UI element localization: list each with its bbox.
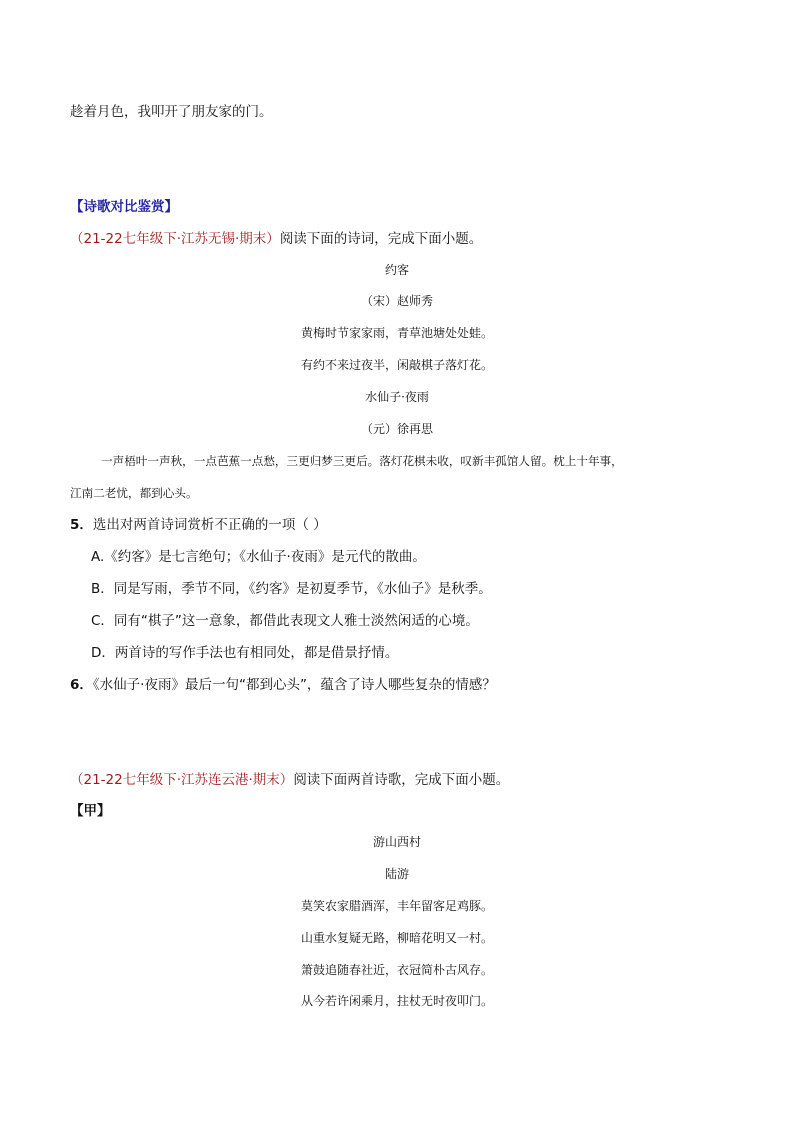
question-5 bbox=[70, 515, 327, 535]
poem-line: 黄梅时节家家雨，青草池塘处处蛙。 bbox=[300, 326, 493, 340]
option-a: A.《约客》是七言绝句；《水仙子·夜雨》是元代的散曲。 bbox=[91, 549, 426, 565]
section-heading: 【诗歌对比鉴赏】 bbox=[70, 199, 178, 215]
poem-line: 山重水复疑无路，柳暗花明又一村。 bbox=[300, 931, 493, 945]
source-label: （21-22七年级下·江苏无锡·期末） bbox=[70, 231, 280, 247]
poem-line: 有约不来过夜半，闲敲棋子落灯花。 bbox=[300, 358, 493, 372]
question-stem: 《水仙子·夜雨》最后一句“都到心头”，蕴含了诗人哪些复杂的情感？ bbox=[92, 677, 496, 693]
poem-author: （宋）赵师秀 bbox=[360, 294, 433, 308]
question-6 bbox=[70, 675, 496, 695]
poem-title: 约客 bbox=[384, 263, 409, 277]
poem-title: 水仙子·夜雨 bbox=[365, 390, 429, 404]
poem-author: 陆游 bbox=[384, 867, 409, 881]
instruction-text: 阅读下面两首诗歌，完成下面小题。 bbox=[293, 772, 510, 788]
option-d: D．两首诗的写作手法也有相同处，都是借景抒情。 bbox=[91, 645, 399, 661]
source-label: （21-22七年级下·江苏连云港·期末） bbox=[70, 772, 294, 788]
question-number: 5． bbox=[70, 517, 93, 533]
poem-author: （元）徐再思 bbox=[360, 422, 433, 436]
question-group-2-header bbox=[70, 770, 509, 790]
instruction-text: 阅读下面的诗词，完成下面小题。 bbox=[279, 231, 483, 247]
question-stem: 选出对两首诗词赏析不正确的一项（ ） bbox=[92, 517, 327, 533]
poem-text: 一声梧叶一声秋，一点芭蕉一点愁，三更归梦三更后。落灯花棋未收，叹新丰孤馆人留。枕上十年事， bbox=[101, 454, 623, 468]
poem-line: 箫鼓追随春社近，衣冠简朴古风存。 bbox=[300, 963, 493, 977]
option-b: B．同是写雨，季节不同，《约客》是初夏季节，《水仙子》是秋季。 bbox=[91, 581, 492, 597]
question-group-1-header bbox=[70, 229, 482, 249]
poem-line: 莫笑农家腊酒浑，丰年留客足鸡豚。 bbox=[300, 899, 493, 913]
intro-line: 趁着月色，我叩开了朋友家的门。 bbox=[70, 104, 273, 120]
option-c: C．同有“棋子”这一意象，都借此表现文人雅士淡然闲适的心境。 bbox=[91, 613, 479, 629]
poem-text: 江南二老忧，都到心头。 bbox=[70, 486, 198, 500]
question-number: 6． bbox=[70, 677, 93, 693]
poem-line: 从今若许闲乘月，拄杖无时夜叩门。 bbox=[300, 994, 493, 1008]
poem-title: 游山西村 bbox=[372, 835, 421, 849]
poem-label: 【甲】 bbox=[70, 803, 111, 819]
